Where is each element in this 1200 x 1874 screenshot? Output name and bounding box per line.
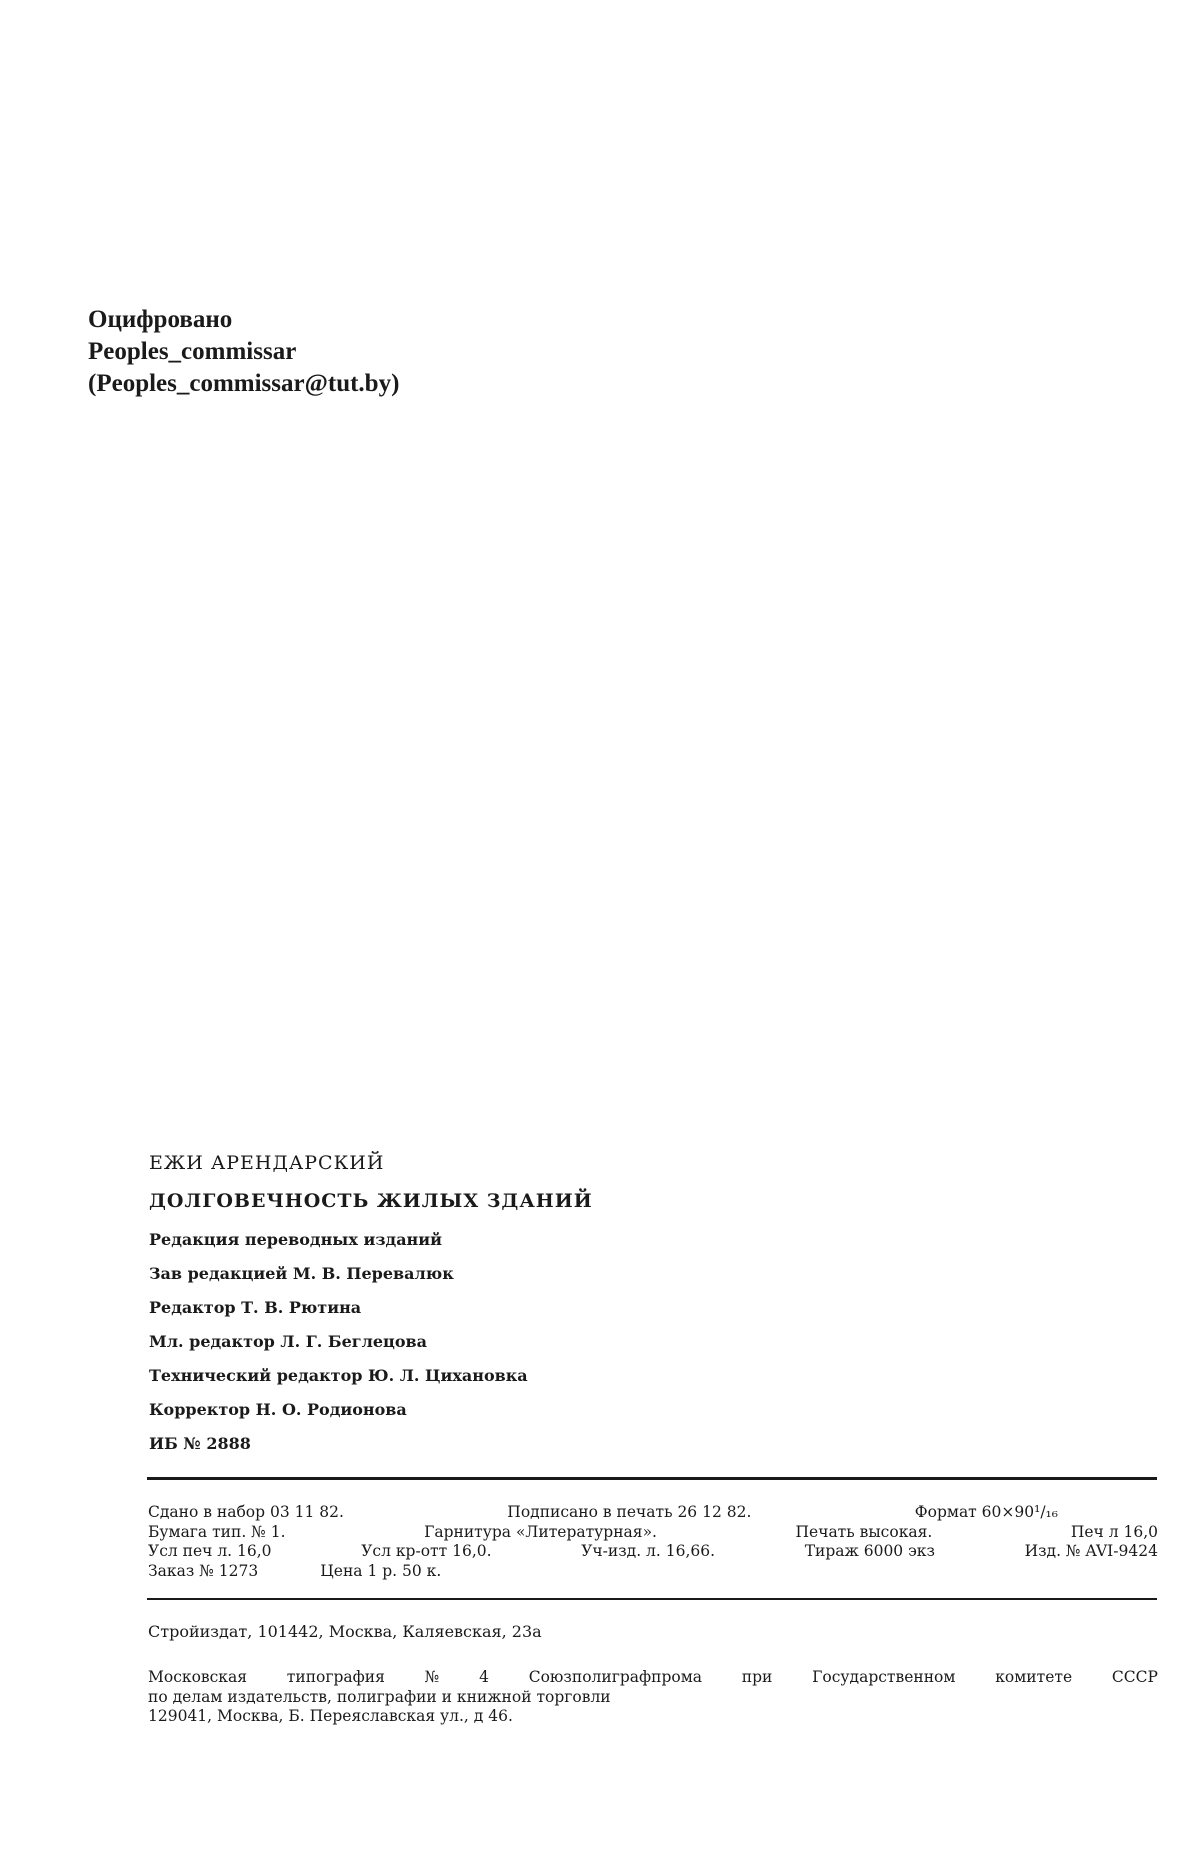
printer-word: при	[741, 1668, 773, 1686]
imprint-block	[148, 1503, 1158, 1581]
printer-word: Государственном	[812, 1668, 956, 1686]
imprint-field: Печать высокая.	[795, 1522, 933, 1541]
imprint-field: Изд. № AVI-9424	[1024, 1542, 1158, 1560]
printer-info	[148, 1668, 1158, 1727]
imprint-field: Уч-изд. л. 16,66.	[581, 1542, 716, 1560]
publisher-address: Стройиздат, 101442, Москва, Каляевская, 23а	[148, 1622, 542, 1641]
imprint-field: Печ л 16,0	[1070, 1522, 1158, 1541]
printer-word: №	[424, 1668, 440, 1686]
tech-editor-line: Технический редактор Ю. Л. Цихановка	[149, 1366, 528, 1385]
printer-word: Московская	[148, 1668, 248, 1686]
imprint-field: Сдано в набор 03 11 82.	[148, 1503, 344, 1521]
imprint-field: Усл кр-отт 16,0.	[361, 1542, 492, 1560]
imprint-field: Цена 1 р. 50 к.	[320, 1561, 442, 1580]
imprint-field: Подписано в печать 26 12 82.	[507, 1503, 752, 1521]
imprint-field: Тираж 6000 экз	[804, 1542, 935, 1560]
printer-word: Союзполиграфпрома	[528, 1668, 703, 1686]
divider-rule	[147, 1477, 1157, 1480]
divider-rule	[147, 1598, 1157, 1600]
book-title: ДОЛГОВЕЧНОСТЬ ЖИЛЫХ ЗДАНИЙ	[149, 1190, 593, 1212]
imprint-field: Бумага тип. № 1.	[148, 1522, 286, 1541]
edition-line: Редакция переводных изданий	[149, 1230, 442, 1249]
imprint-row	[148, 1562, 1158, 1582]
printer-word: комитете	[995, 1668, 1073, 1686]
printer-line: 129041, Москва, Б. Переяславская ул., д 46.	[148, 1707, 513, 1725]
printer-line	[148, 1668, 1158, 1688]
book-author: ЕЖИ АРЕНДАРСКИЙ	[149, 1152, 385, 1174]
imprint-field: Усл печ л. 16,0	[148, 1542, 272, 1560]
head-editor-line: Зав редакцией М. В. Перевалюк	[149, 1264, 454, 1283]
digitization-note-line: (Peoples_commissar@tut.by)	[88, 370, 400, 397]
digitization-note	[88, 304, 399, 400]
imprint-field: Заказ № 1273	[148, 1561, 259, 1580]
printer-line: по делам издательств, полиграфии и книжной торговли	[148, 1687, 611, 1706]
junior-editor-line: Мл. редактор Л. Г. Беглецова	[149, 1332, 427, 1351]
book-credits	[149, 1152, 593, 1468]
editor-line: Редактор Т. В. Рютина	[149, 1298, 362, 1317]
imprint-row	[148, 1523, 1158, 1543]
digitization-note-line: Peoples_commissar	[88, 338, 297, 365]
digitization-note-line: Оцифровано	[88, 306, 233, 333]
imprint-row	[148, 1503, 1158, 1523]
printer-word: 4	[479, 1668, 489, 1686]
imprint-field: Формат 60×90¹/₁₆	[914, 1503, 1058, 1521]
proofreader-line: Корректор Н. О. Родионова	[149, 1400, 407, 1419]
printer-word: типография	[286, 1668, 385, 1686]
imprint-field: Гарнитура «Литературная».	[424, 1522, 657, 1541]
ib-number: ИБ № 2888	[149, 1434, 251, 1453]
imprint-row	[148, 1542, 1158, 1562]
printer-word: СССР	[1111, 1668, 1158, 1686]
